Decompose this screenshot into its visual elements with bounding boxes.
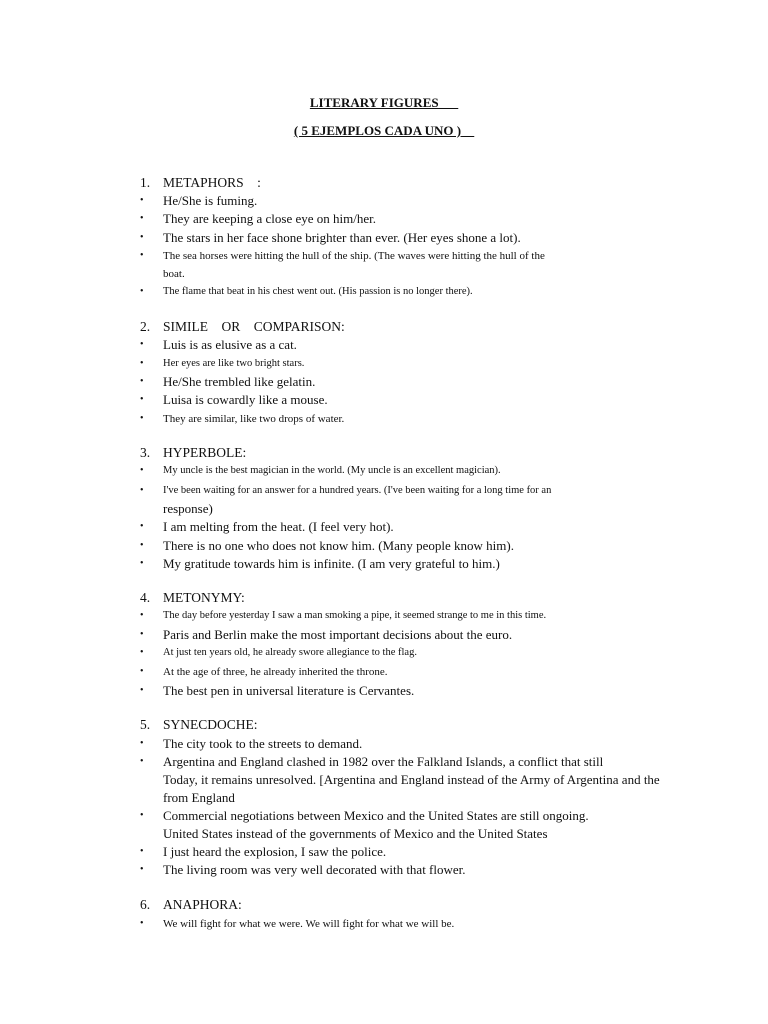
section-heading-synecdoche: 5. SYNECDOCHE: xyxy=(140,717,258,732)
document-page: LITERARY FIGURES___ ( 5 EJEMPLOS CADA UNO )__ 1. METAPHORS : • He/She is fuming. • They are keeping a close eye on him/her. • The stars in her face shone brighter than ever. (Her eyes shone a lot). • The sea horses were hitting the hull of the ship. (The waves were hitting the hull of the boat. • The flame that beat in his chest went out. (His passion is no longer there). 2. SIMILE OR COMPARISON: • Luis is as elusive as a cat. • Her eyes are like two bright stars. • He/She trembled like gelatin. • Luisa is cowardly like a mouse. • They are similar, like two drops of water. 3. HYPERBOLE: • My uncle is the best magician in the world. (My uncle is an excellent magician). • I've been waiting for an answer for a hundred years. (I've been waiting for a long time for an response) • I am melting from the heat. (I feel very hot). • There is no one who does not know him. (Many people know him). • My gratitude towards him is infinite. (I am very grateful to him.) 4. METONYMY: • The day before yesterday I saw a man smoking a pipe, it seemed strange to me in this time. • Paris and Berlin make the most important decisions about the euro. • At just ten years old, he already swore allegiance to the flag. • At the age of three, he already inherited the throne. • The best pen in universal literature is Cervantes. 5. SYNECDOCHE: • The city took to the streets to demand. • Argentina and England clashed in 1982 over the Falkland Islands, a conflict that still Today, it remains unresolved. [Argentina and England instead of the Army of Argentina and the from England • Commercial negotiations between Mexico and the United States are still ongoing. United States instead of the governments of Mexico and the United States • I just heard the explosion, I saw the police. • The living room was very well decorated with that flower. 6. ANAPHORA: • We will fight for what we were. We will fight for what we will be. xyxy=(0,0,768,1024)
list-item-continuation: from England xyxy=(163,790,235,805)
section-heading-simile: 2. SIMILE OR COMPARISON: xyxy=(140,319,345,334)
section-heading-hyperbole: 3. HYPERBOLE: xyxy=(140,445,247,460)
list-item-continuation: response) xyxy=(163,501,213,516)
document-subtitle: ( 5 EJEMPLOS CADA UNO )__ xyxy=(293,123,475,138)
document-title: LITERARY FIGURES___ xyxy=(309,95,459,110)
section-heading-anaphora: 6. ANAPHORA: xyxy=(140,897,242,912)
list-item-continuation: United States instead of the governments of Mexico and the United States xyxy=(163,826,548,841)
section-heading-metonymy: 4. METONYMY: xyxy=(140,590,245,605)
list-item-continuation: boat. xyxy=(163,268,185,280)
list-item-continuation: Today, it remains unresolved. [Argentina and England instead of the Army of Argentina and the xyxy=(163,772,660,787)
section-heading-metaphors: 1. METAPHORS : xyxy=(140,175,261,190)
